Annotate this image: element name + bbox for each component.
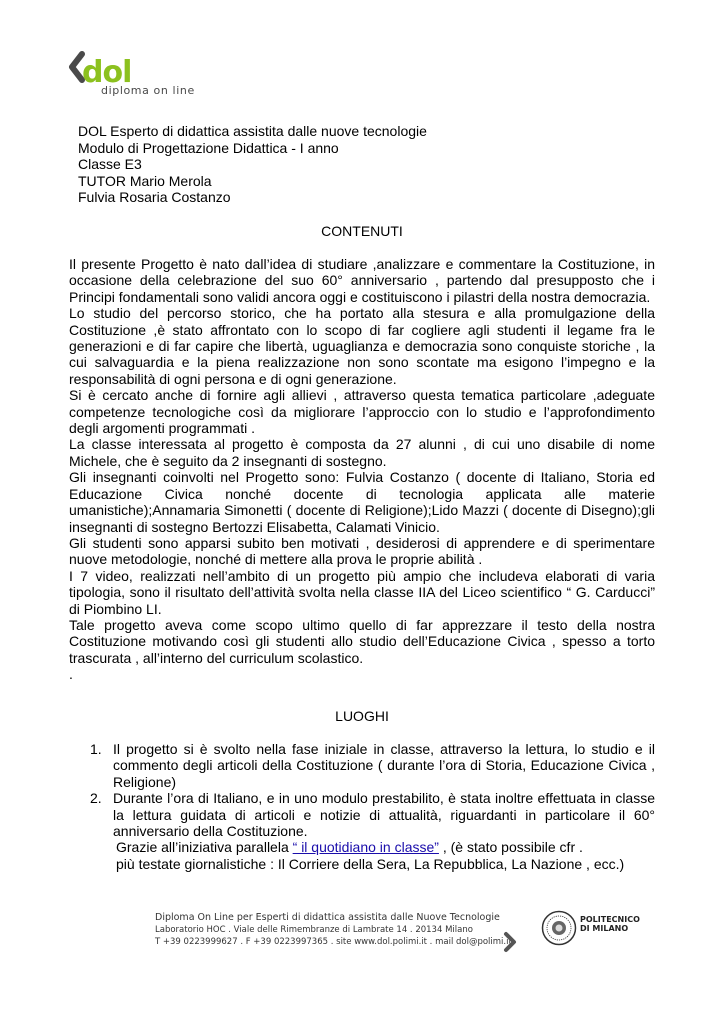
header-line-tutor: TUTOR Mario Merola xyxy=(78,172,212,189)
extra-note-line1 xyxy=(69,839,655,855)
paragraph: Tale progetto aveva come scopo ultimo quello di far apprezzare il testo della nostra Costituzione motivando così gli studenti allo studio dell’Educazione Civica , spesso a torto trascurata , all’interno del curriculum scolastico. xyxy=(69,616,655,666)
dol-logo-word: dol xyxy=(82,55,132,90)
extra-note-text: , (è stato possibile cfr . xyxy=(438,839,583,856)
paragraph: Gli studenti sono apparsi subito ben motivati , desiderosi di apprendere e di sperimentare nuove metodologie, nonché di mettere alla prova le proprie abilità . xyxy=(69,534,655,568)
paragraph: Si è cercato anche di fornire agli allievi , attraverso questa tematica particolare ,adeguate competenze tecnologiche così da migliorare l’approccio con lo studio e l’approfondimento degli argomenti programmati . xyxy=(69,387,655,437)
list-item-number: 1. xyxy=(90,741,102,757)
header-line-class: Classe E3 xyxy=(78,156,142,172)
paragraph: I 7 video, realizzati nell’ambito di un progetto più ampio che includeva elaborati di varia tipologia, sono il risultato dell’attività svolta nella classe IIA del Liceo scientifico “ G. Carducci” di Piombino LI. xyxy=(69,567,655,617)
paragraph: Il presente Progetto è nato dall’idea di studiare ,analizzare e commentare la Costituzione, in occasione della celebrazione del suo 60° anniversario , partendo dal presupposto che i Principi fondamentali sono validi ancora oggi e costituiscono i pilastri della nostra democrazia. xyxy=(69,256,655,305)
contenuti-body xyxy=(69,256,655,683)
dol-logo-subtitle: diploma on line xyxy=(101,84,195,97)
extra-note-line2: più testate giornalistiche : Il Corriere della Sera, La Repubblica, La Nazione , ecc.) xyxy=(116,855,625,872)
header-line-author: Fulvia Rosaria Costanzo xyxy=(78,189,231,205)
footer-arrow-icon xyxy=(502,931,518,953)
document-header xyxy=(78,123,427,206)
footer-line-contacts: T +39 0223999627 . F +39 0223997365 . site www.dol.polimi.it . mail dol@polimi.it xyxy=(155,937,512,947)
section-title-contenuti: CONTENUTI xyxy=(321,223,403,239)
politecnico-line2: DI MILANO xyxy=(580,924,629,933)
paragraph: Gli insegnanti coinvolti nel Progetto sono: Fulvia Costanzo ( docente di Italiano, Storia ed Educazione Civica nonché docente di tecnologia applicata alle materie umanistiche);Annamaria Simonetti ( docente di Religione);Lido Mazzi ( docente di Disegno);gli insegnanti di sostegno Bertozzi Elisabetta, Calamati Vinicio. xyxy=(69,469,655,535)
list-item-number: 2. xyxy=(90,790,102,807)
quotidiano-in-classe-link[interactable]: “ il quotidiano in classe” xyxy=(292,839,439,856)
page-footer xyxy=(155,912,512,948)
politecnico-seal-icon xyxy=(541,910,577,946)
list-item-text: Il progetto si è svolto nella fase iniziale in classe, attraverso la lettura, lo studio e il commento degli articoli della Costituzione ( durante l’ora di Storia, Educazione Civica , Religione) xyxy=(113,741,655,790)
footer-line-address: Laboratorio HOC . Viale delle Rimembranze di Lambrate 14 . 20134 Milano xyxy=(155,925,473,935)
section-title-luoghi: LUOGHI xyxy=(335,708,389,724)
list-item xyxy=(69,741,655,790)
list-item xyxy=(69,790,655,839)
extra-note-text: Grazie all’iniziativa parallela xyxy=(116,839,293,856)
politecnico-name xyxy=(580,915,640,933)
politecnico-line1: POLITECNICO xyxy=(580,915,640,924)
header-line-course: DOL Esperto di didattica assistita dalle nuove tecnologie xyxy=(78,123,427,139)
luoghi-list xyxy=(69,741,655,872)
footer-line-program: Diploma On Line per Esperti di didattica assistita dalle Nuove Tecnologie xyxy=(155,912,500,923)
paragraph: Lo studio del percorso storico, che ha portato alla stesura e alla promulgazione della Costituzione ,è stato affrontato con lo scopo di far cogliere agli studenti il legame fra le generazioni e di far capire che libertà, uguaglianza e democrazia sono conquiste storiche , la cui salvaguardia e la piena realizzazione non sono scontate ma esigono l’impegno e la responsabilità di ogni persona e di ogni generazione. xyxy=(69,305,655,387)
list-item-text: Durante l’ora di Italiano, e in uno modulo prestabilito, è stata inoltre effettuata in classe la lettura guidata di articoli e notizie di attualità, riguardanti in particolare il 60° anniversario della Costituzione. xyxy=(113,790,655,840)
paragraph: . xyxy=(69,666,73,683)
paragraph: La classe interessata al progetto è composta da 27 alunni , di cui uno disabile di nome Michele, che è seguito da 2 insegnanti di sostegno. xyxy=(69,436,655,469)
header-line-module: Modulo di Progettazione Didattica - I anno xyxy=(78,139,339,156)
